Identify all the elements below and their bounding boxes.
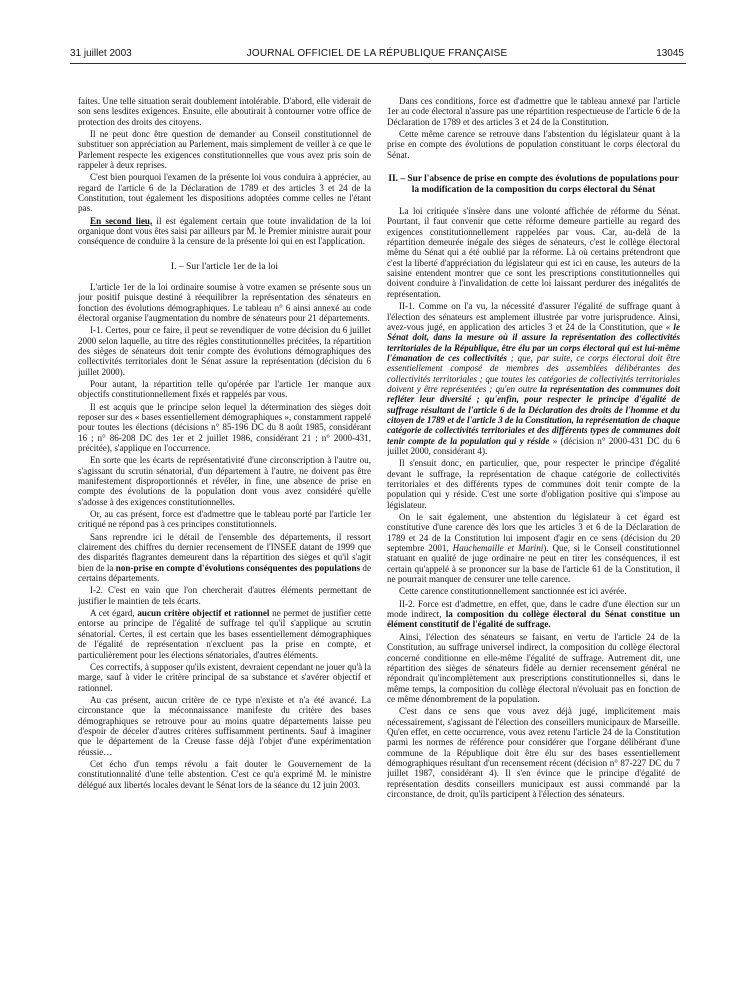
paragraph (78, 216, 371, 247)
paragraph: Cette carence constitutionnellement sanctionnée est ici avérée. (399, 586, 627, 597)
paragraph-text: II-2. Force est d'admettre, en effet, que, dans le cadre d'une élection sur un mode indirect, (387, 598, 680, 620)
paragraph: Cette même carence se retrouve dans l'abstention du législateur quant à la prise en compte des évolutions de population constituant le corps électoral du Sénat. (387, 129, 680, 160)
paragraph-text: On le sait également, une abstention du législateur à cet égard est constitutive d'une carence dès lors que les articles 3 et 6 de la Déclaration de 1789 et 24 de la Constitution lui imposent d'agir en ce sens (décision du 20 septembre 2001, (387, 512, 680, 554)
paragraph: Il s'ensuit donc, en particulier, que, pour respecter le principe d'égalité devant le suffrage, la représentation de chaque catégorie de collectivités territoriales et des différents types de communes doit tenir compte de la population qui y réside. C'est une sorte d'obligation positive qui s'impose au législateur. (387, 458, 680, 510)
paragraph: Or, au cas présent, force est d'admettre que le tableau porté par l'article 1er critiqué ne répond pas à ces principes constitutionnels. (78, 509, 371, 530)
bold-text: la composition du collège électoral du Sénat constitue un élément constitutif de l'égalité de suffrage. (387, 609, 680, 630)
bold-text: non-prise en compte d'évolutions conséquentes des populations (115, 562, 361, 573)
header-page-number: 13045 (656, 48, 684, 59)
paragraph-text: ne permet de justifier cette entorse au principe de l'égalité de suffrage tel qu'il s'applique au scrutin sénatorial. Certes, il est certain que les bases essentiellement démographiques de l'égalité de représentation n'excluent pas la prise en compte, et particulièrement pour les élections sénatoriales, d'autres éléments. (78, 608, 371, 660)
header-date: 31 juillet 2003 (70, 48, 132, 59)
paragraph: Il ne peut donc être question de demander au Conseil constitutionnel de substituer son appréciation au Parlement, mais simplement de veiller à ce que le Parlement respecte les exigences constitutionnelles que vous avez pris soin de rappeler à deux reprises. (78, 129, 371, 171)
paragraph: Cet écho d'un temps révolu a fait douter le Gouvernement de la constitutionnalité d'une telle abstention. C'est ce qu'a exprimé M. le ministre délégué aux libertés locales devant le Sénat lors de la séance du 12 juin 2003. (78, 758, 371, 790)
bold-italic-quote: le Sénat doit, dans la mesure où il assure la représentation des collectivités territoriales de la République, être élu par un corps électoral qui est lui-même l'émanation de ces collectivités (387, 321, 680, 363)
paragraph (387, 512, 680, 584)
paragraph: C'est dans ce sens que vous avez déjà jugé, implicitement mais nécessairement, s'agissant de l'élection des conseillers municipaux de Marseille. Qu'en effet, en cette occurrence, vous avez retenu l'article 24 de la Constitution parmi les normes de référence pour considérer que l'organe délibérant d'une commune de la République doit être élu sur des bases essentiellement démographiques résultant d'un recensement récent (décision n° 87-227 DC du 7 juillet 1987, considérant 4). Il s'en évince que le principe d'égalité de représentation desdits conseillers municipaux est aussi commandé par la circonstance, de droit, qu'ils participent à l'élection des sénateurs. (387, 706, 680, 799)
left-column (78, 96, 371, 976)
paragraph (78, 532, 371, 584)
right-column (387, 96, 680, 976)
paragraph: Ainsi, l'élection des sénateurs se faisant, en vertu de l'article 24 de la Constitution, au suffrage universel indirect, la composition du collège électoral concerné conditionne en elle-même l'égalité de suffrage. Autrement dit, une répartition des sièges de sénateurs fidèle au dernier recensement général ne répondrait qu'incomplètement aux prescriptions constitutionnelles si, dans le même temps, la composition du collège électoral n'évoluait pas en fonction de ce même dénombrement de la population. (387, 631, 680, 704)
paragraph-text: A cet égard, (90, 608, 138, 619)
paragraph: La loi critiquée s'insère dans une volonté affichée de réforme du Sénat. Pourtant, il faut convenir que cette réforme demeure partielle au regard des exigences constitutionnellement rappelées par vous. Car, au-delà de la répartition demeurée inégale des sièges de sénateurs, c'est le collège électoral même du Sénat qui a été oublié par la réforme. Là où certains prétendront que c'est la liberté d'appréciation du législateur qui est ici en cause, les auteurs de la saisine entendent montrer que ce sont les prescriptions constitutionnelles qui doivent conduire à l'invalidation de cette loi laissant perdurer des inégalités de représentation. (387, 206, 680, 299)
header-rule (70, 63, 686, 64)
paragraph: Pour autant, la répartition telle qu'opérée par l'article 1er manque aux objectifs constitutionnellement fixés et rappelés par vous. (78, 378, 371, 400)
paragraph: I-1. Certes, pour ce faire, il peut se revendiquer de votre décision du 6 juillet 2000 selon laquelle, au titre des règles constitutionnelles précitées, la répartition des sièges de sénateurs doit tenir compte des évolutions démographiques des collectivités territoriales dont le Sénat assure la représentation (décision du 6 juillet 2000). (78, 325, 371, 377)
paragraph: En sorte que les écarts de représentativité d'une circonscription à l'autre ou, s'agissant du scrutin sénatorial, d'un département à l'autre, ne doivent pas être manifestement disproportionnés et révéler, in fine, une absence de prise en compte des évolutions de la population dont vous avez considéré qu'elle s'adosse à des exigences constitutionnelles. (78, 455, 371, 507)
bold-text: aucun critère objectif et rationnel (137, 608, 270, 619)
section-heading-1: I. – Sur l'article 1er de la loi (170, 260, 279, 272)
italic-quote: ; que, par suite, ce corps électoral doit être essentiellement composé de membres des assemblées délibérantes des collectivités territoriales ; que toutes les catégories de collectivités territoriales doivent y être représentées ; qu'en outre (387, 352, 680, 394)
paragraph-text: Sans reprendre ici le détail de l'ensemble des départements, il ressort clairement des chiffres du dernier recensement de l'INSEE datant de 1999 que des disparités flagrantes demeurent dans la répartition des sièges et qu'il s'agit bien de la (78, 531, 371, 573)
paragraph: Au cas présent, aucun critère de ce type n'existe et n'a été avancé. La circonstance que la méconnaissance manifeste du critère des bases démographiques se retrouve pour au moins quatre départements laisse peu d'espoir de déceler d'autres critères suffisamment pertinents. Sauf à imaginer que le département de la Creuse fasse déjà l'objet d'une expérimentation réussie… (78, 694, 371, 757)
paragraph (387, 301, 680, 456)
paragraph-text: ). Que, si le Conseil constitutionnel statuant en qualité de juge ordinaire ne peut en tirer les conséquences, il est certain qu'appelé à se prononcer sur la base de l'article 61 de la Constitution, il ne pourrait manquer de censurer une telle carence. (387, 543, 680, 585)
paragraph: C'est bien pourquoi l'examen de la présente loi vous conduira à apprécier, au regard de l'article 6 de la Déclaration de 1789 et des articles 3 et 24 de la Constitution, tout également les dispositions adoptées comme celles ne l'étant pas. (78, 172, 371, 214)
paragraph: L'article 1er de la loi ordinaire soumise à votre examen se présente sous un jour positif puisque destiné à réequilibrer la représentation des sénateurs en fonction des évolutions démographiques. Le tableau n° 6 ainsi annexé au code électoral organise l'augmentation du nombre de sénateurs pour 21 départements. (78, 281, 371, 323)
bold-italic-quote: la représentation des communes doit refléter leur diversité ; qu'enfin, pour respecter le principe d'égalité de suffrage résultant de l'article 6 de la Déclaration des droits de l'homme et du citoyen de 1789 et de l'article 3 de la Constitution, la représentation de chaque catégorie de collectivités territoriales et des différents types de communes doit tenir compte de la population qui y réside (387, 383, 680, 446)
header-title: JOURNAL OFFICIEL DE LA RÉPUBLIQUE FRANÇAISE (246, 48, 508, 59)
page-header (70, 46, 684, 62)
section-heading-2: II. – Sur l'absence de prise en compte des évolutions de populations pour la modification de la composition du corps électoral du Sénat (388, 174, 679, 196)
paragraph: I-2. C'est en vain que l'on chercherait d'autres éléments permettant de justifier le maintien de tels écarts. (78, 585, 371, 606)
paragraph-text: II-1. Comme on l'a vu, la nécessité d'assurer l'égalité de suffrage quant à l'élection des sénateurs est amplement illustrée par votre jurisprudence. Ainsi, avez-vous jugé, en application des articles 3 et 24 de la Constitution, que « (387, 301, 680, 332)
paragraph: faites. Une telle situation serait doublement intolérable. D'abord, elle viderait de son sens lesdites exigences. Ensuite, elle aboutirait à contourner votre office de protection des droits des citoyens. (78, 96, 371, 127)
paragraph (78, 608, 371, 660)
underlined-lead: En second lieu, (90, 215, 153, 226)
paragraph-text: il est également certain que toute invalidation de la loi organique dont vous êtes saisi par ailleurs par M. le Premier ministre aurait pour conséquence de conduire à la censure de la présente loi qui en est l'application. (78, 215, 371, 247)
paragraph: Ces correctifs, à supposer qu'ils existent, devraient cependant ne jouer qu'à la marge, sauf à vider le critère principal de sa substance et s'avérer objectif et rationnel. (78, 661, 371, 693)
paragraph (387, 599, 680, 630)
paragraph: Dans ces conditions, force est d'admettre que le tableau annexé par l'article 1er au code électoral n'assure pas une répartition respectueuse de l'article 6 de la Déclaration de 1789 et des articles 3 et 24 de la Constitution. (387, 96, 680, 127)
italic-text: Hauchemaille et Marini (452, 543, 544, 554)
paragraph-text: de certains départements. (78, 562, 371, 584)
paragraph: Il est acquis que le principe selon lequel la détermination des sièges doit reposer sur des « bases essentiellement démographiques », constamment rappelé pour toutes les élections (décisions n° 85-196 DC du 8 août 1985, considérant 16 ; n° 86-208 DC des 1er et 2 juillet 1986, considérant 21 ; n° 2000-431, précitée), s'applique en l'occurrence. (78, 401, 371, 453)
paragraph-text: » (décision n° 2000-431 DC du 6 juillet 2000, considérant 4). (387, 435, 680, 456)
